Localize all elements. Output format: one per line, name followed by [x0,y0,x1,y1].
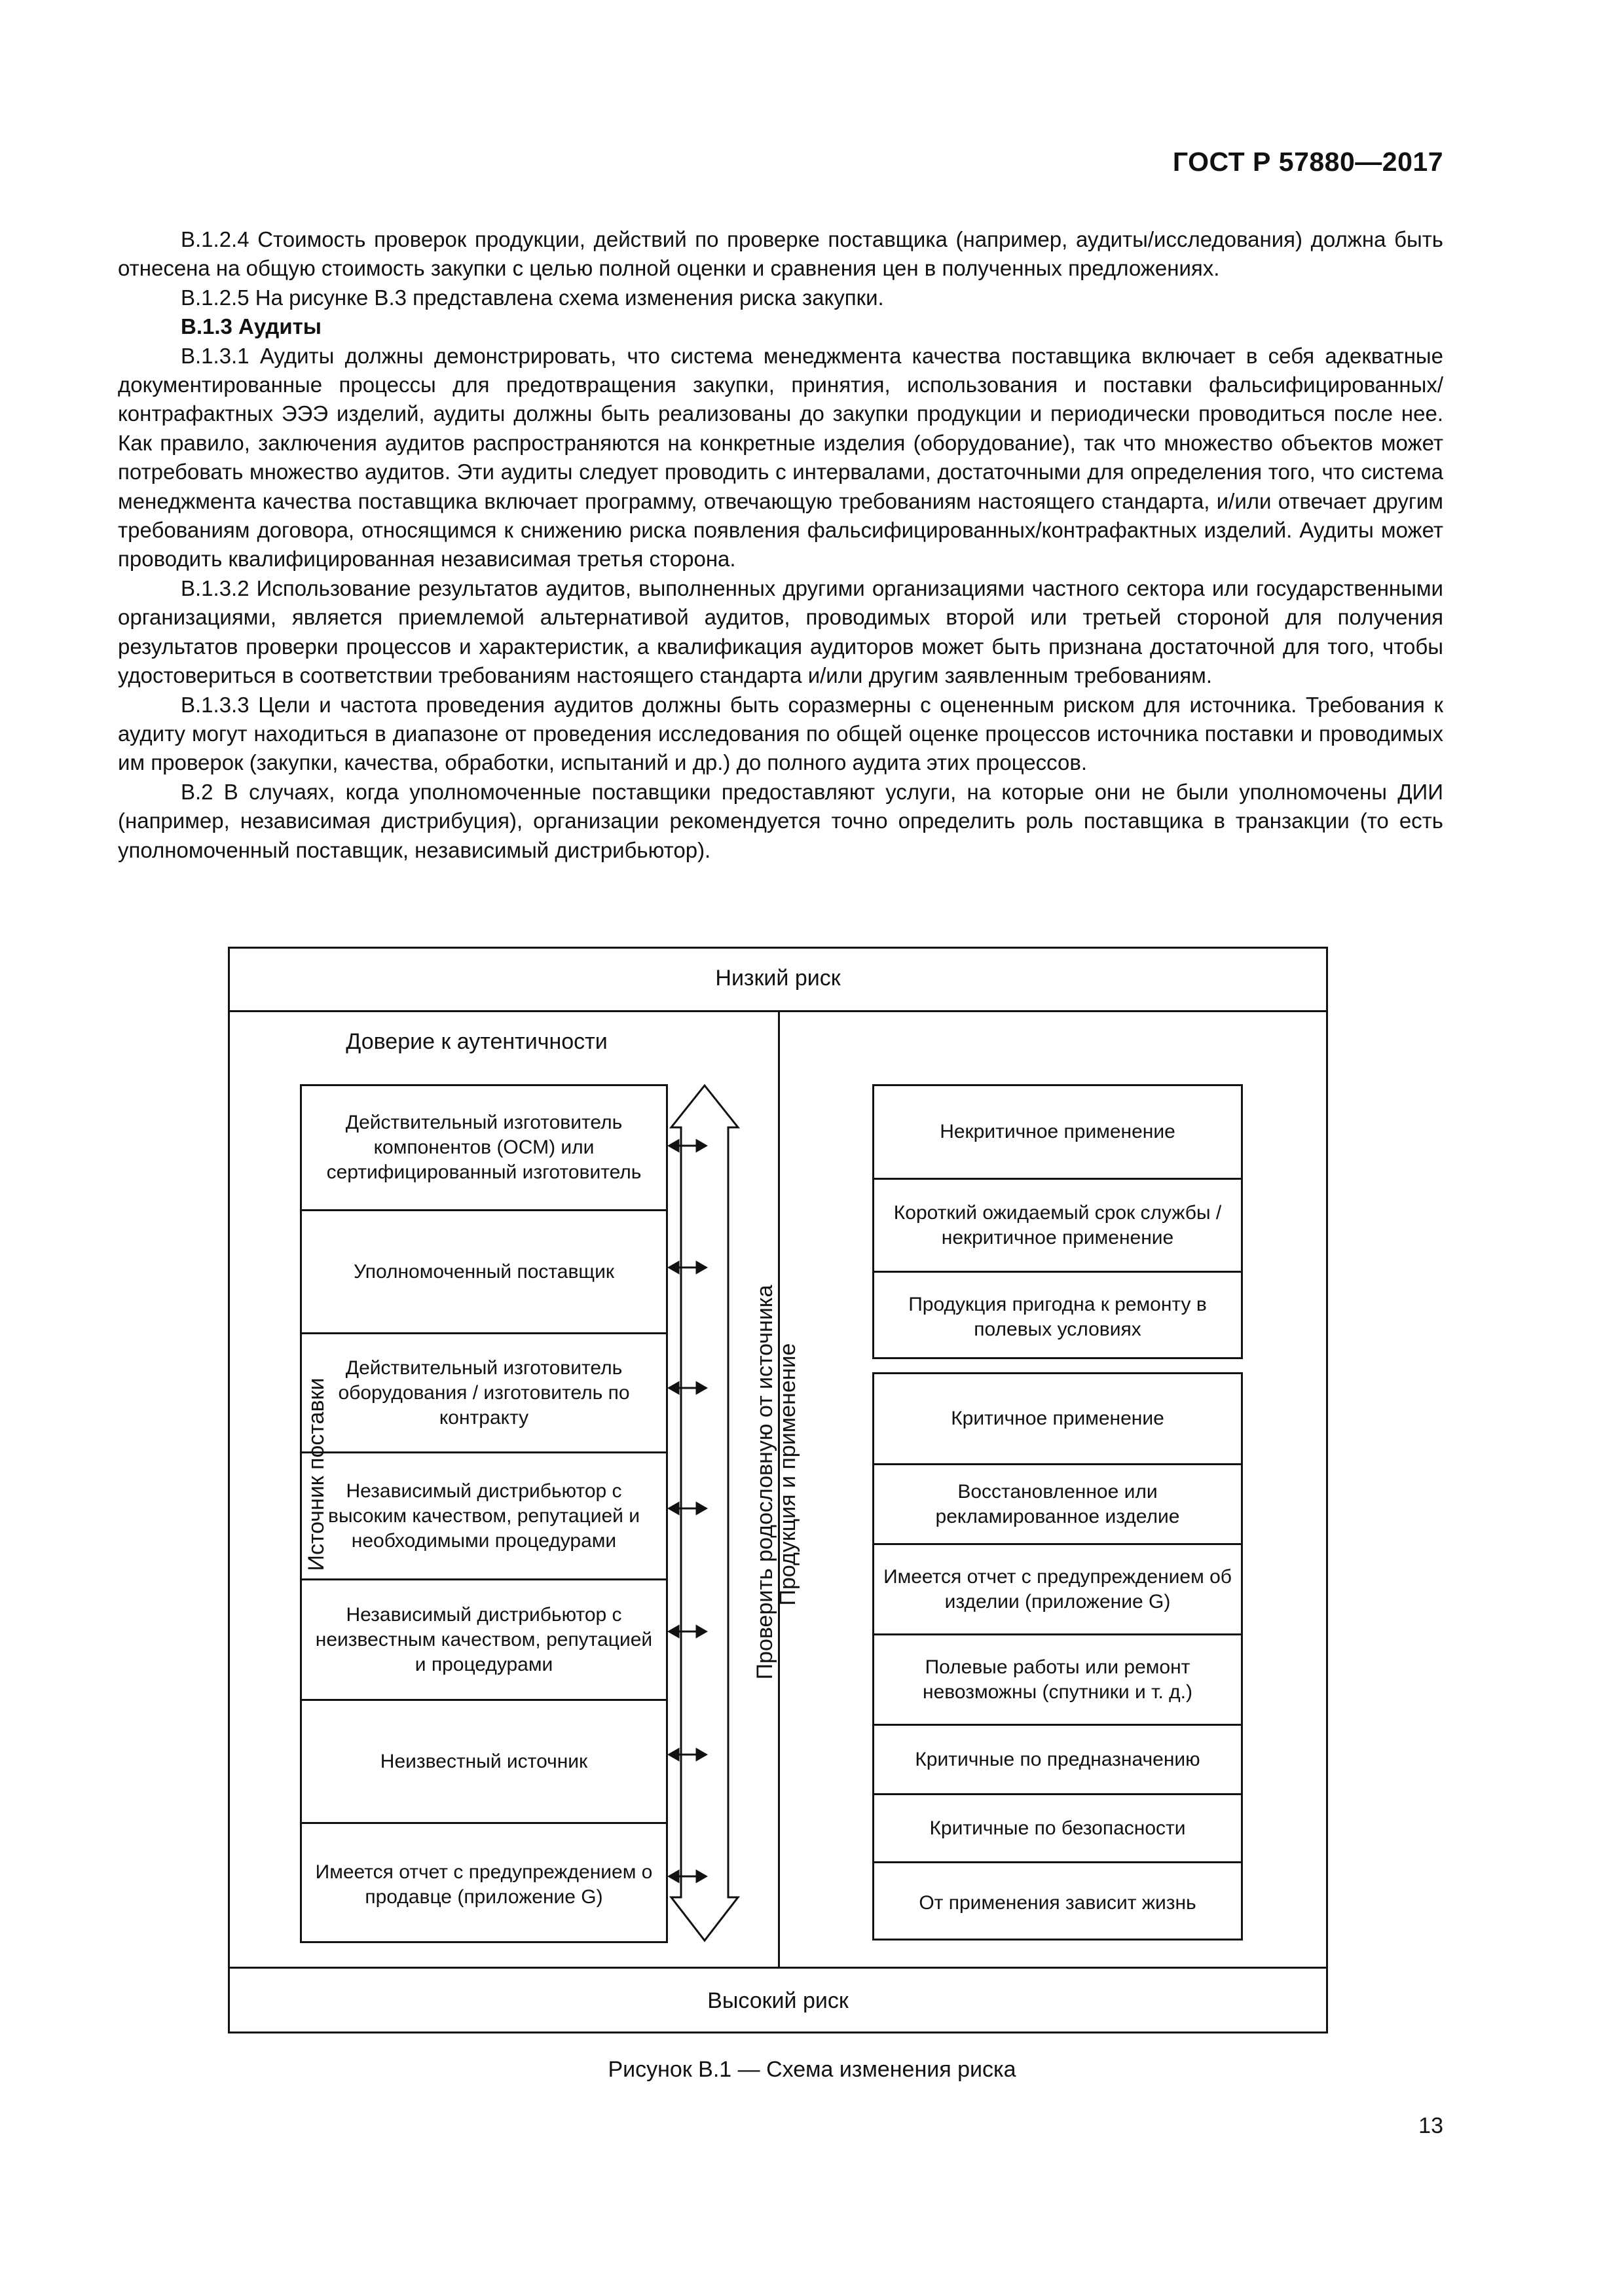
product-side-label: Продукция и применение [775,1343,800,1606]
document-code: ГОСТ Р 57880—2017 [1172,147,1443,177]
list-item: От применения зависит жизнь [874,1861,1241,1942]
verify-pedigree-label: Проверить родословную от источника [752,1285,777,1680]
source-side-label: Источник поставки [304,1377,329,1571]
risk-diagram [228,947,1328,2033]
list-item: Неизвестный источник [302,1699,666,1822]
paragraph: В.1.2.4 Стоимость проверок продукции, действий по проверке поставщика (например, аудиты/исследования) должна быть отнесена на общую стоимость закупки с целью полной оценки и сравнения цен в полученных предложениях. [118,227,1443,281]
list-item: Уполномоченный поставщик [302,1209,666,1332]
diagram-arrows [228,947,1328,2033]
paragraph: В.1.3.1 Аудиты должны демонстрировать, что система менеджмента качества поставщика включает в себя адекватные документированные процессы для предотвращения закупки, принятия, использования и поставки фальсифицированных/контрафактных ЭЭЭ изделий, аудиты должны быть реализованы до закупки продукции и периодически проводиться после нее. Как правило, заключения аудитов распространяются на конкретные изделия (оборудование), так что множество объектов может потребовать множество аудитов. Эти аудиты следует проводить с интервалами, достаточными для определения того, что система менеджмента качества поставщика включает программу, отвечающую требованиям настоящего стандарта, и/или отвечает другим требованиям договора, относящимся к снижению риска появления фальсифицированных/контрафактных изделий. Аудиты может проводить квалифицированная независимая третья сторона. [118,343,1443,572]
paragraph: В.1.3.2 Использование результатов аудитов, выполненных другими организациями частного сектора или государственными организациями, является приемлемой альтернативой аудитов, проводимых второй или третьей стороной для получения результатов проверки процессов и характеристик, а квалификация аудиторов может быть признана достаточной для того, чтобы удостовериться в соответствии требованиям настоящего стандарта и/или другим заявленным требованиям. [118,575,1443,688]
list-item: Продукция пригодна к ремонту в полевых условиях [874,1271,1241,1361]
high-risk-label: Высокий риск [228,1967,1328,2033]
list-item: Восстановленное или рекламированное изделие [874,1463,1241,1543]
list-item: Независимый дистрибьютор с высоким качеством, репутацией и необходимыми процедурами [302,1451,666,1578]
low-risk-label: Низкий риск [228,947,1328,1012]
figure-caption: Рисунок В.1 — Схема изменения риска [608,2057,1016,2082]
double-headed-arrow-icon [671,1085,738,1941]
section-heading: В.1.3 Аудиты [181,314,322,339]
list-item: Короткий ожидаемый срок службы / некритичное применение [874,1178,1241,1271]
list-item: Полевые работы или ремонт невозможны (спутники и т. д.) [874,1633,1241,1724]
list-item: Имеется отчет с предупреждением об изделии (приложение G) [874,1543,1241,1633]
list-item: Действительный изготовитель компонентов (ОСМ) или сертифицированный изготовитель [326,1112,642,1183]
list-item: Критичные по безопасности [874,1793,1241,1861]
list-item: Действительный изготовитель оборудования / изготовитель по контракту [302,1332,666,1451]
paragraph: В.1.2.5 На рисунке В.3 представлена схема изменения риска закупки. [181,285,884,310]
paragraph: В.1.3.3 Цели и частота проведения аудитов должны быть соразмерны с оцененным риском для источника. Требования к аудиту могут находиться в диапазоне от проведения исследования по общей оценке процессов источника поставки и проводимых им проверок (закупки, качества, обработки, испытаний и др.) до полного аудита этих процессов. [118,692,1443,775]
body-text [118,225,1443,865]
authenticity-title: Доверие к аутентичности [346,1029,608,1054]
list-item: Критичные по предназначению [874,1724,1241,1793]
list-item: Критичное применение [951,1408,1164,1429]
list-item: Независимый дистрибьютор с неизвестным качеством, репутацией и процедурами [302,1578,666,1699]
list-item: Имеется отчет с предупреждением о продавце (приложение G) [302,1822,666,1945]
page-number: 13 [1418,2113,1443,2138]
list-item: Некритичное применение [940,1121,1175,1142]
paragraph: В.2 В случаях, когда уполномоченные поставщики предоставляют услуги, на которые они не были уполномочены ДИИ (например, независимая дистрибуция), организации рекомендуется точно определить роль поставщика в транзакции (то есть уполномоченный поставщик, независимый дистрибьютор). [118,779,1443,862]
